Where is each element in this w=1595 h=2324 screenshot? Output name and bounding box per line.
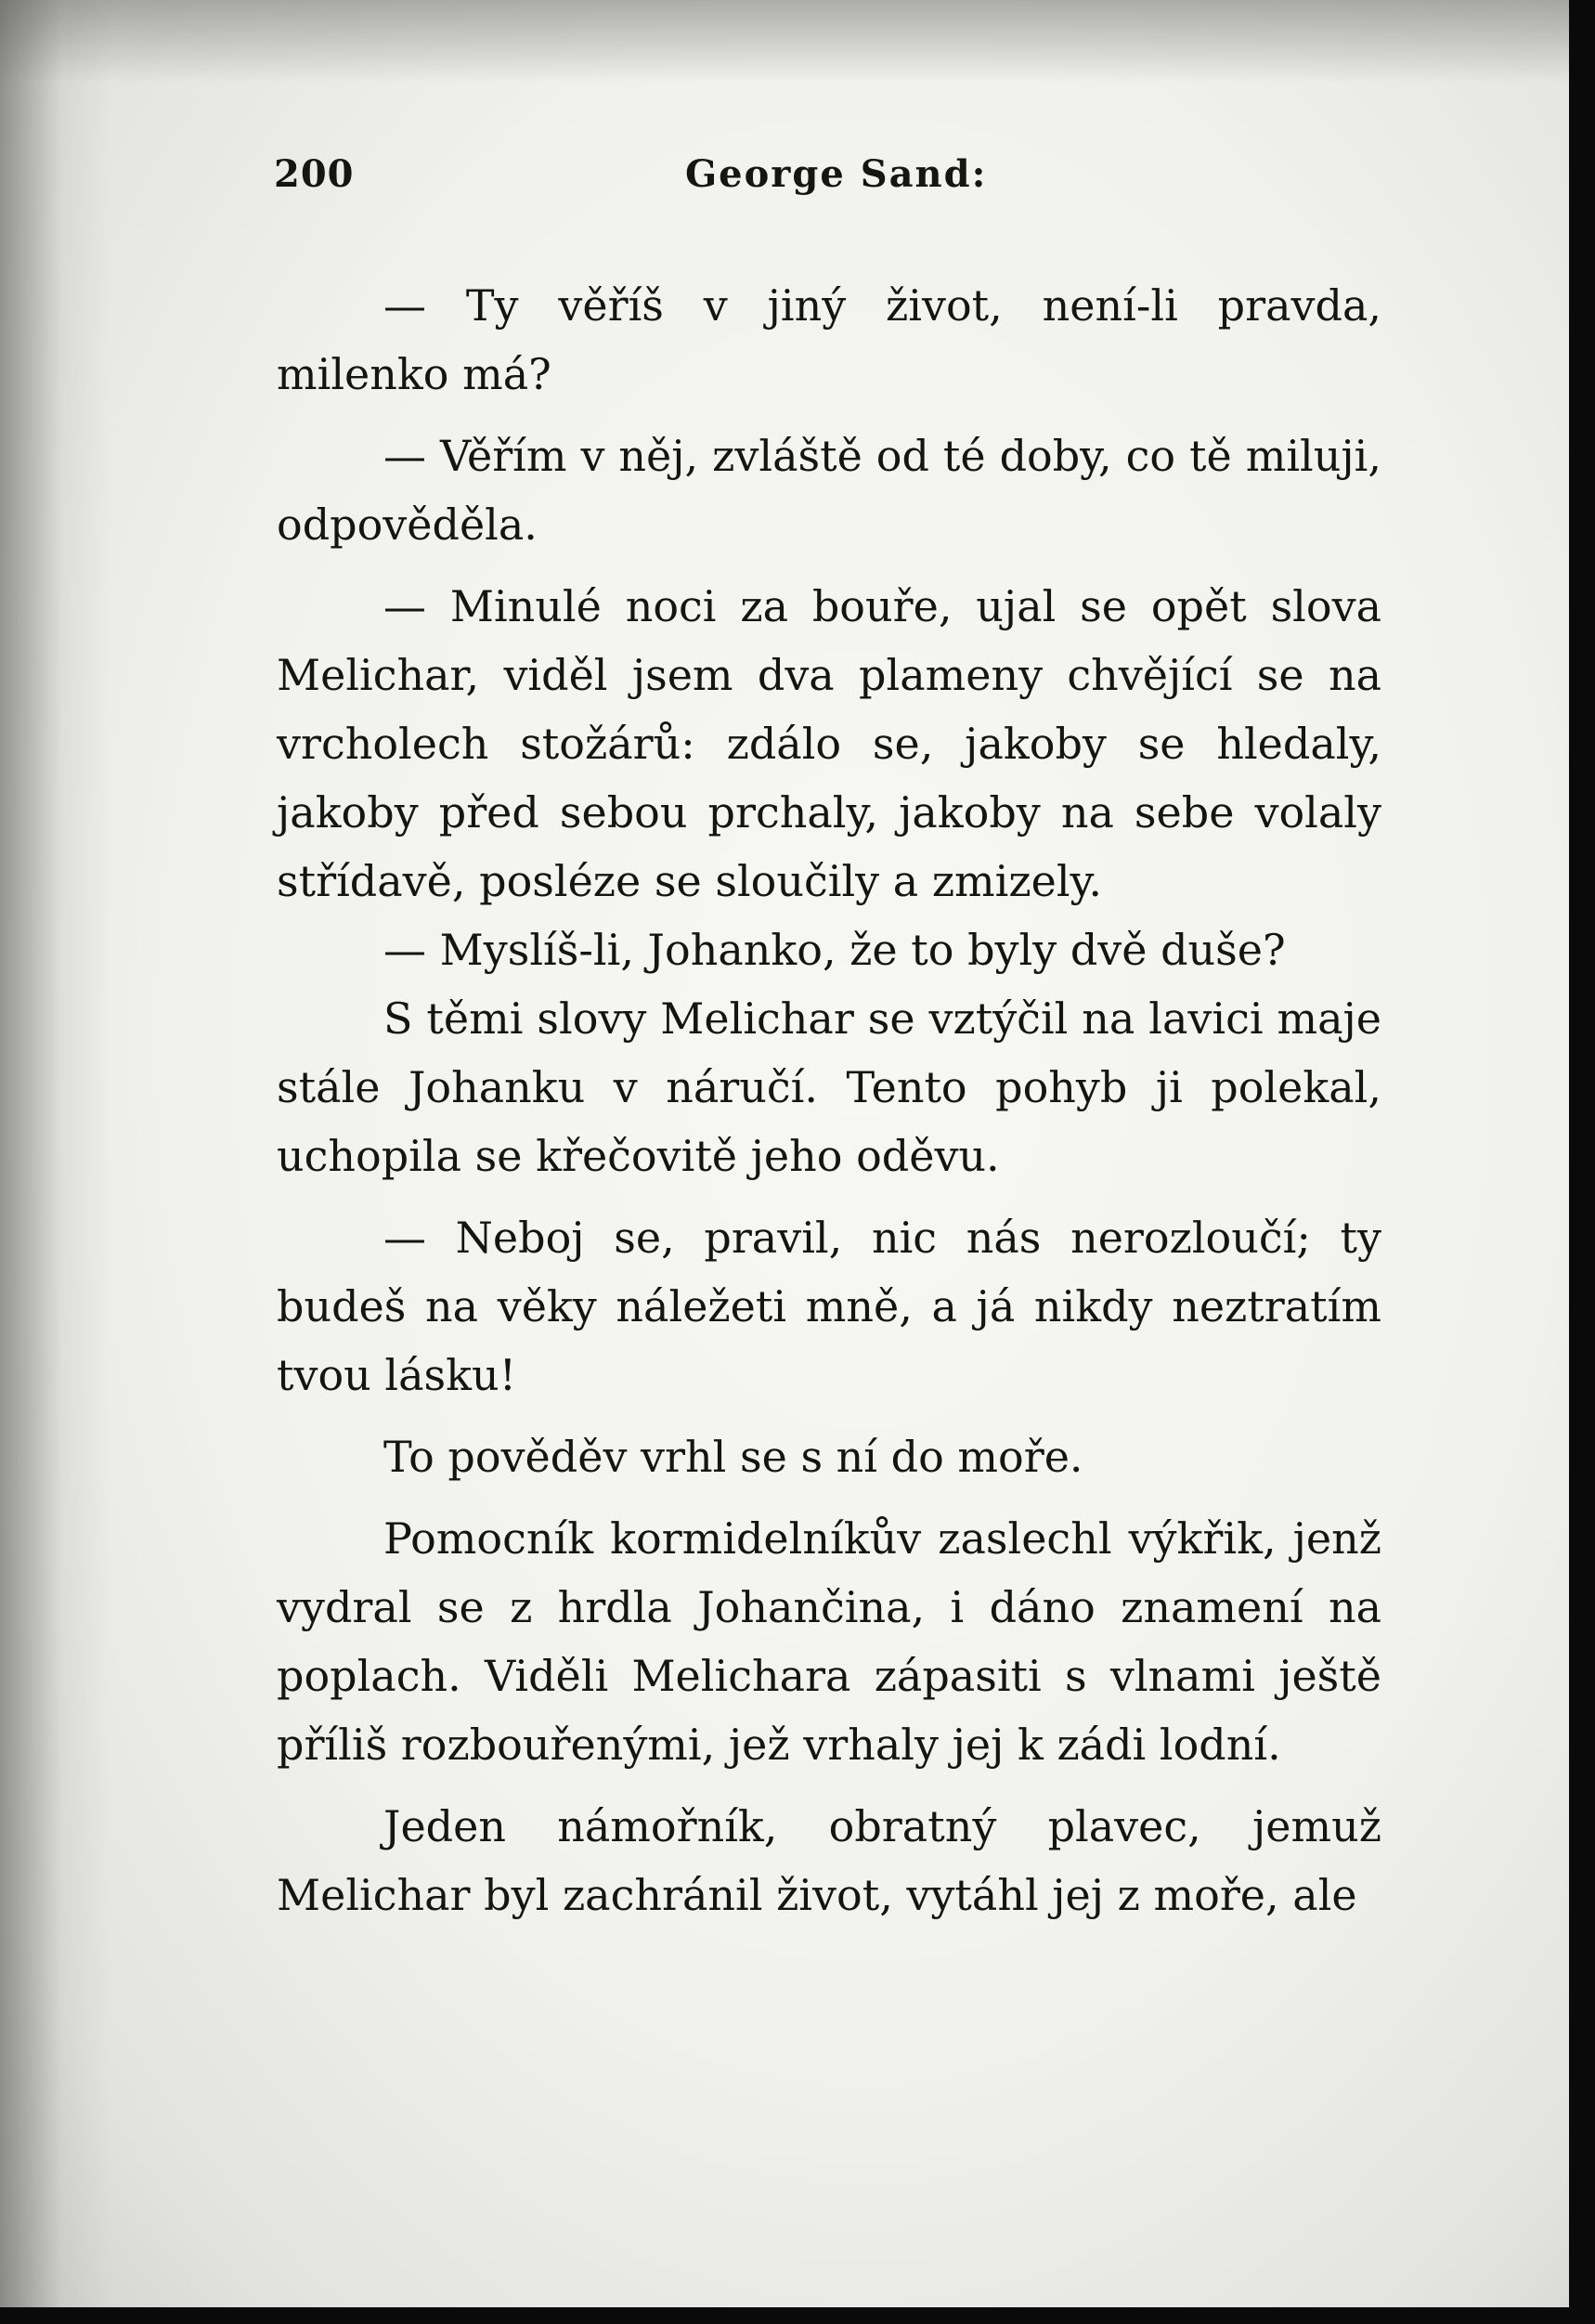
paragraph: — Minulé noci za bouře, ujal se opět slova Melichar, viděl jsem dva plameny chvějící se na vrcholech stožárů: zdálo se, jakoby se hledaly, jakoby před sebou prchaly, jakoby na sebe volaly střídavě, posléze se sloučily a zmizely. <box>277 581 1381 906</box>
paragraph: Jeden námořník, obratný plavec, jemuž Melichar byl zachránil život, vytáhl jej z moře, ale <box>277 1801 1381 1920</box>
page-header <box>274 152 1388 208</box>
scan-bottom-edge <box>0 2307 1595 2324</box>
paragraph: — Ty věříš v jiný život, není-li pravda, milenko má? <box>277 280 1381 399</box>
body-text <box>277 271 1381 1929</box>
paragraph: To pověděv vrhl se s ní do moře. <box>383 1432 1083 1482</box>
paragraph: — Neboj se, pravil, nic nás nerozloučí; ty budeš na věky náležeti mně, a já nikdy neztratím tvou lásku! <box>277 1213 1381 1400</box>
paragraph: — Věřím v něj, zvláště od té doby, co tě miluji, odpověděla. <box>277 431 1381 550</box>
scan-right-edge <box>1569 0 1595 2324</box>
paragraph: Pomocník kormidelníkův zaslechl výkřik, jenž vydral se z hrdla Johančina, i dáno znamení na poplach. Viděli Melichara zápasiti s vlnami ještě příliš rozbouřenými, jež vrhaly jej k zádi lodní. <box>277 1513 1381 1770</box>
paragraph: — Myslíš-li, Johanko, že to byly dvě duše? <box>383 925 1286 975</box>
running-head: George Sand: <box>685 152 988 196</box>
page-number: 200 <box>274 152 355 196</box>
paragraph: S těmi slovy Melichar se vztýčil na lavici maje stále Johanku v náručí. Tento pohyb ji polekal, uchopila se křečovitě jeho oděvu. <box>277 993 1381 1181</box>
